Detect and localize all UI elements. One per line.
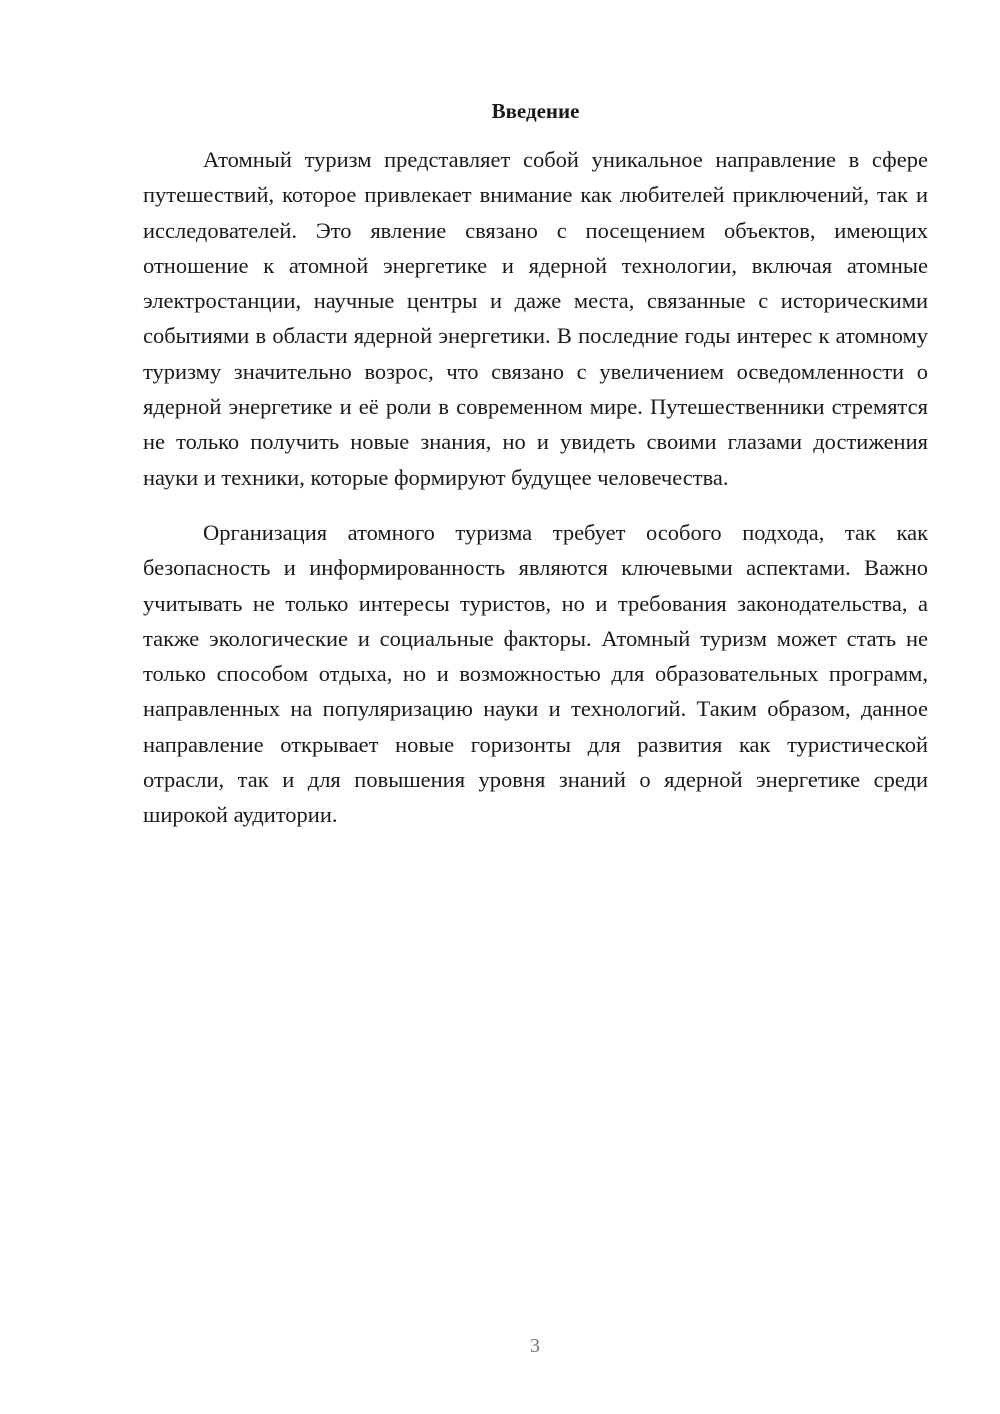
section-heading: Введение	[491, 99, 580, 123]
body-text	[143, 142, 928, 833]
page-number: 3	[530, 1335, 540, 1357]
paragraph-2: Организация атомного туризма требует особого подхода, так как безопасность и информированность являются ключевыми аспектами. Важно учитывать не только интересы туристов, но и требования законодательства, а также экологические и социальные факторы. Атомный туризм может стать не только способом отдыха, но и возможностью для образовательных программ, направленных на популяризацию науки и технологий. Таким образом, данное направление открывает новые горизонты для развития как туристической отрасли, так и для повышения уровня знаний о ядерной энергетике среди широкой аудитории.	[143, 519, 928, 828]
paragraph-1: Атомный туризм представляет собой уникальное направление в сфере путешествий, которое привлекает внимание как любителей приключений, так и исследователей. Это явление связано с посещением объектов, имеющих отношение к атомной энергетике и ядерной технологии, включая атомные электростанции, научные центры и даже места, связанные с историческими событиями в области ядерной энергетики. В последние годы интерес к атомному туризму значительно возрос, что связано с увеличением осведомленности о ядерной энергетике и её роли в современном мире. Путешественники стремятся не только получить новые знания, но и увидеть своими глазами достижения науки и техники, которые формируют будущее человечества.	[143, 147, 928, 490]
